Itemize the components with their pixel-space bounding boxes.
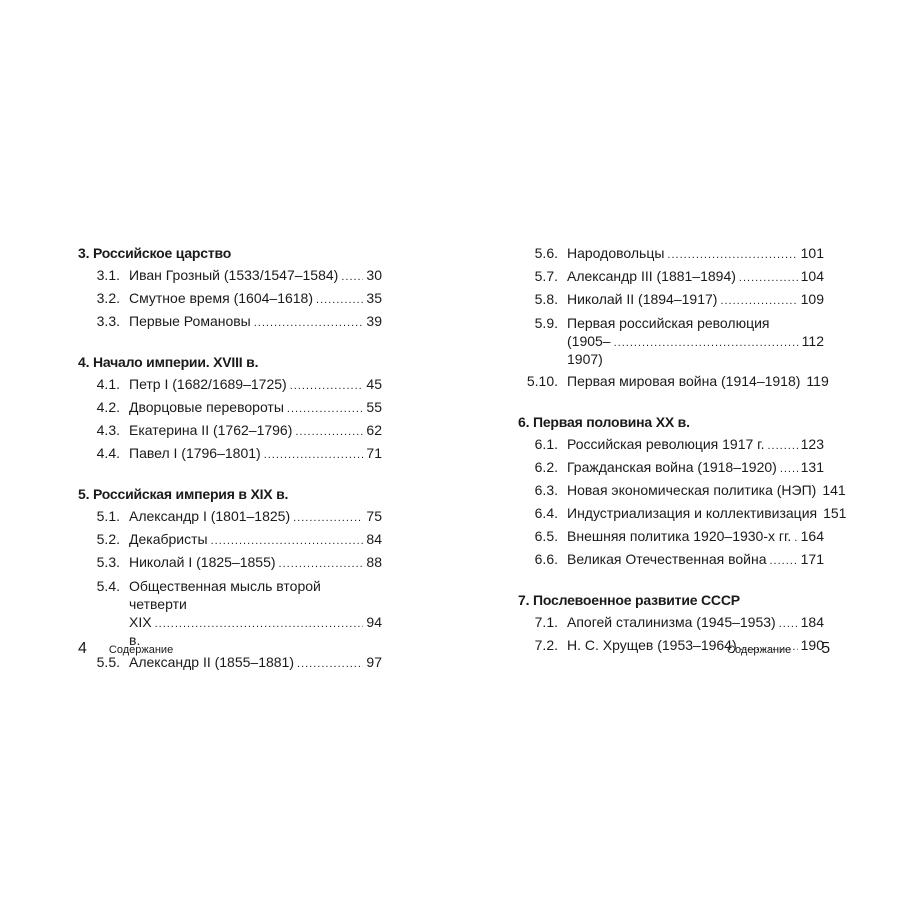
entry-title: Первые Романовы [129,313,251,329]
toc-entry [78,442,382,465]
running-title: Содержание [727,644,792,656]
entry-page: 109 [800,291,824,307]
entry-title: Внешняя политика 1920–1930-х гг. [567,528,792,544]
entry-title: Апогей сталинизма (1945–1953) [567,614,776,630]
section-title: 3. Российское царство [78,245,232,261]
toc-entry [518,479,846,502]
dot-leader [614,334,799,352]
entry-page: 94 [366,614,382,630]
entry-title-continued: (1905–1907) [567,333,611,367]
dot-leader [779,613,798,636]
entry-page: 104 [800,268,824,284]
entry-page: 164 [800,528,824,544]
entry-page: 97 [366,654,382,670]
toc-entry [518,456,824,479]
page-number: 5 [821,640,831,657]
entry-page: 55 [366,399,382,415]
entry-number: 5.3. [96,554,120,570]
entry-number: 6.2. [534,459,558,475]
entry-title: Дворцовые перевороты [129,399,284,415]
entry-page: 131 [800,459,824,475]
toc-entry [518,242,824,265]
section-title: 6. Первая половина XX в. [518,414,690,430]
entry-title: Петр I (1682/1689–1725) [129,376,287,392]
dot-leader [287,398,364,421]
entry-number: 3.3. [96,313,120,329]
dot-leader [739,267,798,290]
entry-title: Екатерина II (1762–1796) [129,422,293,438]
entry-page: 30 [366,267,382,283]
entry-number: 6.5. [534,528,558,544]
entry-page: 101 [800,245,824,261]
entry-number: 5.10. [526,373,558,389]
toc-entry [518,265,824,288]
entry-title: Новая экономическая политика (НЭП) [567,482,817,498]
entry-number: 6.6. [534,551,558,567]
dot-leader [770,550,798,573]
dot-leader [295,421,363,444]
entry-page: 35 [366,290,382,306]
toc-entry [518,311,824,370]
entry-number: 6.3. [534,482,558,498]
entry-page: 45 [366,376,382,392]
entry-page: 171 [800,551,824,567]
entry-number: 5.5. [96,654,120,670]
entry-title: Павел I (1796–1801) [129,445,261,461]
toc-entry [518,433,824,456]
entry-number: 4.3. [96,422,120,438]
toc-entry [518,548,824,571]
entry-page: 119 [806,373,829,389]
toc-entry [78,310,382,333]
entry-number: 5.6. [534,245,558,261]
entry-title: Индустриализация и коллективизация [567,505,818,521]
entry-number: 3.1. [96,267,120,283]
toc-entry [518,502,847,525]
entry-title: Александр II (1855–1881) [129,654,295,670]
entry-title: Николай I (1825–1855) [129,554,276,570]
entry-title: Александр I (1801–1825) [129,508,291,524]
entry-title-continued: XIX в. [129,614,152,648]
entry-number: 7.2. [534,637,558,653]
entry-number: 4.2. [96,399,120,415]
entry-page: 62 [366,422,382,438]
page-footer-right [727,640,830,660]
entry-title: Смутное время (1604–1618) [129,290,314,306]
entry-page: 71 [366,445,382,461]
toc-entry [518,288,824,311]
entry-title: Великая Отечественная война [567,551,767,567]
toc-entry [78,264,382,287]
dot-leader [290,375,364,398]
entry-number: 5.9. [534,315,558,331]
entry-number: 5.7. [534,268,558,284]
entry-number: 5.8. [534,291,558,307]
entry-page: 75 [366,508,382,524]
entry-number: 5.4. [96,578,120,594]
dot-leader [297,653,363,676]
dot-leader [767,435,797,458]
entry-title: Общественная мысль второй четверти [129,578,321,612]
section-title: 4. Начало империи. XVIII в. [78,354,259,370]
toc-page-left [78,242,382,674]
dot-leader [667,244,797,267]
dot-leader [211,530,364,553]
entry-title: Первая российская революция [567,315,770,331]
entry-title: Гражданская война (1918–1920) [567,459,777,475]
entry-number: 4.1. [96,376,120,392]
toc-entry [518,370,829,393]
toc-entry [78,287,382,310]
entry-page: 184 [800,614,824,630]
entry-number: 4.4. [96,445,120,461]
toc-entry [78,528,382,551]
entry-page: 190 [800,637,824,653]
toc-page-right [518,242,847,657]
entry-page: 88 [366,554,382,570]
entry-page: 141 [822,482,846,498]
toc-entry [78,551,382,574]
section-title: 7. Послевоенное развитие СССР [518,592,740,608]
dot-leader [155,615,364,633]
entry-title: Первая мировая война (1914–1918) [567,373,801,389]
entry-number: 5.2. [96,531,120,547]
entry-page: 151 [823,505,847,521]
toc-entry [518,611,824,634]
entry-number: 3.2. [96,290,120,306]
dot-leader [316,289,363,312]
dot-leader [293,507,363,530]
entry-title: Народовольцы [567,245,665,261]
entry-number: 6.4. [534,505,558,521]
toc-entry [518,525,824,548]
entry-page: 123 [800,436,824,452]
toc-entry [78,373,382,396]
dot-leader [279,553,364,576]
dot-leader [780,458,798,481]
entry-number: 7.1. [534,614,558,630]
dot-leader [341,266,363,289]
section-title: 5. Российская империя в XIX в. [78,486,289,502]
running-title: Содержание [108,644,174,656]
entry-number: 6.1. [534,436,558,452]
toc-entry [78,396,382,419]
toc-entry [78,505,382,528]
entry-page: 39 [366,313,382,329]
entry-title: Н. С. Хрущев (1953–1964) [567,637,737,653]
entry-title: Иван Грозный (1533/1547–1584) [129,267,339,283]
dot-leader [254,312,364,335]
toc-entry [78,419,382,442]
page-footer-left [78,640,173,660]
entry-page: 112 [801,333,824,349]
dot-leader [720,290,797,313]
entry-number: 5.1. [96,508,120,524]
entry-page: 84 [366,531,382,547]
entry-title: Российская революция 1917 г. [567,436,765,452]
entry-title: Декабристы [129,531,208,547]
dot-leader [794,527,797,550]
entry-title: Александр III (1881–1894) [567,268,736,284]
entry-title: Николай II (1894–1917) [567,291,718,307]
page-number: 4 [78,640,87,657]
dot-leader [264,444,364,467]
